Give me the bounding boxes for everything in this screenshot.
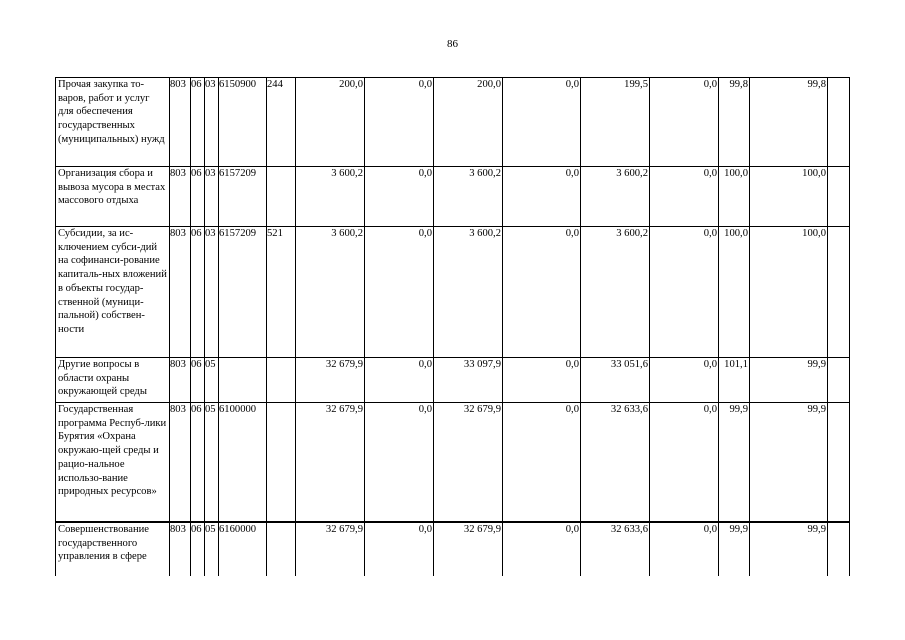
approved-federal-cell: 0,0: [365, 522, 434, 576]
row-name-cell: Прочая закупка то-варов, работ и услуг для обеспечения государственных (муниципальных) нужд: [56, 78, 170, 167]
expense-type-cell: [267, 403, 296, 523]
row-name-cell: Другие вопросы в области охраны окружающей среды: [56, 358, 170, 403]
section-code-cell: 06: [191, 227, 205, 358]
approved-amount-cell: 32 679,9: [296, 403, 365, 523]
approved-federal-cell: 0,0: [365, 78, 434, 167]
revised-amount-cell: 200,0: [434, 78, 503, 167]
executed-federal-cell: 0,0: [650, 167, 719, 227]
section-code-cell: 06: [191, 522, 205, 576]
approved-amount-cell: 200,0: [296, 78, 365, 167]
subsection-code-cell: 05: [205, 358, 219, 403]
approved-federal-cell: 0,0: [365, 358, 434, 403]
executed-federal-cell: 0,0: [650, 78, 719, 167]
subsection-code-cell: 03: [205, 78, 219, 167]
executed-amount-cell: 32 633,6: [581, 403, 650, 523]
empty-cell: [828, 403, 850, 523]
table-row: [56, 227, 850, 358]
row-name-cell: Государственная программа Респуб-лики Бурятия «Охрана окружаю-щей среды и рацио-нальное использо-вание природных ресурсов»: [56, 403, 170, 523]
approved-federal-cell: 0,0: [365, 167, 434, 227]
revised-federal-cell: 0,0: [503, 78, 581, 167]
target-article-cell: 6160000: [219, 522, 267, 576]
percent-of-revised-cell: 99,9: [750, 522, 828, 576]
revised-federal-cell: 0,0: [503, 227, 581, 358]
percent-of-approved-cell: 100,0: [719, 167, 750, 227]
empty-cell: [828, 358, 850, 403]
percent-of-revised-cell: 99,9: [750, 358, 828, 403]
percent-of-approved-cell: 100,0: [719, 227, 750, 358]
ministry-code-cell: 803: [170, 522, 191, 576]
revised-amount-cell: 33 097,9: [434, 358, 503, 403]
percent-of-approved-cell: 101,1: [719, 358, 750, 403]
subsection-code-cell: 05: [205, 403, 219, 523]
percent-of-revised-cell: 100,0: [750, 167, 828, 227]
subsection-code-cell: 05: [205, 522, 219, 576]
ministry-code-cell: 803: [170, 167, 191, 227]
table-row: [56, 522, 850, 576]
subsection-code-cell: 03: [205, 227, 219, 358]
row-name-cell: Субсидии, за ис-ключением субси-дий на софинанси-рование капиталь-ных вложений в объекты государ-ственной (муници-пальной) собствен-ности: [56, 227, 170, 358]
ministry-code-cell: 803: [170, 227, 191, 358]
revised-federal-cell: 0,0: [503, 358, 581, 403]
approved-amount-cell: 32 679,9: [296, 522, 365, 576]
expense-type-cell: 244: [267, 78, 296, 167]
approved-amount-cell: 3 600,2: [296, 227, 365, 358]
section-code-cell: 06: [191, 403, 205, 523]
table-row: [56, 403, 850, 523]
target-article-cell: 6150900: [219, 78, 267, 167]
expense-type-cell: [267, 522, 296, 576]
revised-federal-cell: 0,0: [503, 403, 581, 523]
row-name-cell: Совершенствование государственного управления в сфере: [56, 522, 170, 576]
approved-amount-cell: 3 600,2: [296, 167, 365, 227]
revised-amount-cell: 3 600,2: [434, 167, 503, 227]
table-body: [56, 78, 850, 577]
approved-federal-cell: 0,0: [365, 403, 434, 523]
executed-amount-cell: 3 600,2: [581, 167, 650, 227]
executed-amount-cell: 3 600,2: [581, 227, 650, 358]
empty-cell: [828, 227, 850, 358]
percent-of-approved-cell: 99,9: [719, 522, 750, 576]
table-row: [56, 78, 850, 167]
ministry-code-cell: 803: [170, 403, 191, 523]
table-row: [56, 358, 850, 403]
expense-type-cell: 521: [267, 227, 296, 358]
ministry-code-cell: 803: [170, 78, 191, 167]
percent-of-approved-cell: 99,8: [719, 78, 750, 167]
expense-type-cell: [267, 358, 296, 403]
expense-type-cell: [267, 167, 296, 227]
percent-of-revised-cell: 99,8: [750, 78, 828, 167]
percent-of-revised-cell: 100,0: [750, 227, 828, 358]
section-code-cell: 06: [191, 167, 205, 227]
executed-federal-cell: 0,0: [650, 227, 719, 358]
revised-federal-cell: 0,0: [503, 522, 581, 576]
executed-amount-cell: 33 051,6: [581, 358, 650, 403]
revised-amount-cell: 32 679,9: [434, 522, 503, 576]
revised-federal-cell: 0,0: [503, 167, 581, 227]
approved-federal-cell: 0,0: [365, 227, 434, 358]
ministry-code-cell: 803: [170, 358, 191, 403]
row-name-cell: Организация сбора и вывоза мусора в местах массового отдыха: [56, 167, 170, 227]
page-number: 86: [447, 38, 458, 50]
percent-of-approved-cell: 99,9: [719, 403, 750, 523]
target-article-cell: [219, 358, 267, 403]
subsection-code-cell: 03: [205, 167, 219, 227]
table-row: [56, 167, 850, 227]
executed-federal-cell: 0,0: [650, 403, 719, 523]
target-article-cell: 6157209: [219, 167, 267, 227]
executed-amount-cell: 32 633,6: [581, 522, 650, 576]
approved-amount-cell: 32 679,9: [296, 358, 365, 403]
executed-amount-cell: 199,5: [581, 78, 650, 167]
revised-amount-cell: 3 600,2: [434, 227, 503, 358]
executed-federal-cell: 0,0: [650, 358, 719, 403]
target-article-cell: 6100000: [219, 403, 267, 523]
empty-cell: [828, 167, 850, 227]
target-article-cell: 6157209: [219, 227, 267, 358]
revised-amount-cell: 32 679,9: [434, 403, 503, 523]
section-code-cell: 06: [191, 78, 205, 167]
empty-cell: [828, 78, 850, 167]
section-code-cell: 06: [191, 358, 205, 403]
executed-federal-cell: 0,0: [650, 522, 719, 576]
budget-table: [55, 77, 850, 576]
percent-of-revised-cell: 99,9: [750, 403, 828, 523]
empty-cell: [828, 522, 850, 576]
